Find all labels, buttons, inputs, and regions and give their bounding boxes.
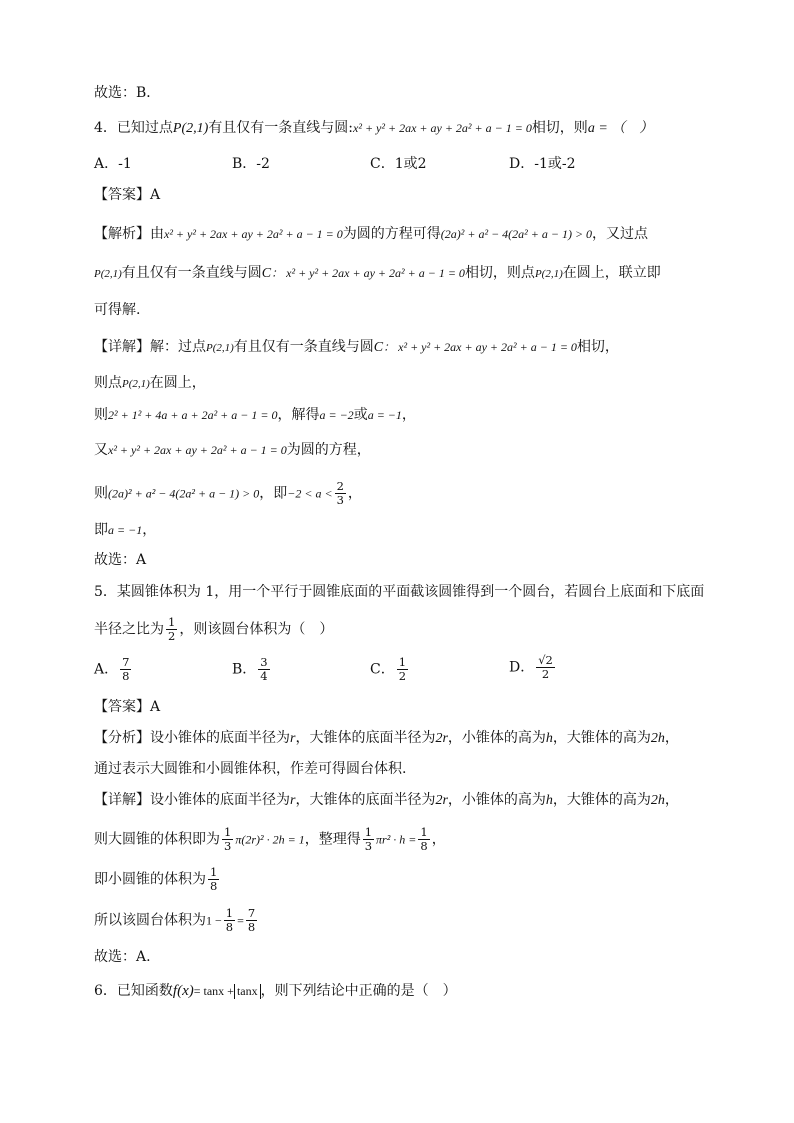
fraction-num: 7 <box>247 906 256 920</box>
circle-equation: ： x² + y² + 2ax + ay + 2a² + a − 1 = 0 <box>271 266 465 280</box>
q4-detail-line1 <box>94 337 619 358</box>
q4-stem-mid: 有且仅有一条直线与圆: <box>208 120 354 136</box>
q5-detail-line4 <box>94 907 259 934</box>
q5-analysis-line2: 通过表示大圆锥和小圆锥体积，作差可得圆台体积. <box>94 761 407 777</box>
text-run: 半径之比为 <box>94 621 164 638</box>
fraction-num: 1 <box>420 825 428 839</box>
option-label: A． <box>94 661 119 678</box>
q6-stem <box>94 981 457 1001</box>
q4-stem <box>94 118 653 139</box>
fraction-num: 2 <box>336 479 344 493</box>
text-run: 则点 <box>94 375 122 391</box>
text-run: ，整理得 <box>304 831 361 848</box>
q4-point: P(2,1) <box>172 121 209 136</box>
circle-equation: x² + y² + 2ax + ay + 2a² + a − 1 = 0 <box>164 227 343 241</box>
fraction-den: 3 <box>336 493 344 507</box>
text-run: ，大锥体的底面半径为 <box>295 792 436 808</box>
fraction-den: 8 <box>225 920 234 934</box>
fraction-den: 2 <box>168 629 176 643</box>
fraction-num: 1 <box>398 655 407 669</box>
option-fraction <box>120 656 131 683</box>
option-label: C． <box>370 661 395 678</box>
one-minus: 1 − <box>206 913 222 928</box>
q5-option-b <box>232 656 272 683</box>
q4-stem-suffix: 相切，则 <box>531 120 588 136</box>
text-run: 或 <box>353 407 368 423</box>
text-run: ，大锥体的高为 <box>552 730 651 746</box>
text-run: 由 <box>150 226 164 242</box>
text-run: ，即 <box>259 485 288 502</box>
text-run: ，又过点 <box>592 226 649 242</box>
fraction-one-half <box>166 616 177 643</box>
q4-analysis-label: 【解析】 <box>94 226 150 242</box>
text-run: ，则该圆台体积为（ ） <box>179 621 334 638</box>
fraction-one-eighth <box>224 907 235 934</box>
function-rhs: = tanx + <box>193 984 234 998</box>
q4-choice: 故选：A <box>94 552 147 568</box>
var-r: r <box>290 793 296 808</box>
fraction-den: 4 <box>260 669 268 683</box>
q4-detail-line4 <box>94 440 371 460</box>
q5-choice: 故选：A. <box>94 949 151 965</box>
fraction-seven-eighths <box>246 907 257 934</box>
q4-detail-line6 <box>94 520 156 540</box>
option-label: D． <box>509 659 535 676</box>
fraction-den: 8 <box>420 839 428 853</box>
q5-analysis-line1 <box>94 728 679 749</box>
solution-a2: a = −1 <box>367 408 402 422</box>
option-label: B． <box>232 661 257 678</box>
q4-analysis-line2 <box>94 263 661 284</box>
q4-option-c: C．1或2 <box>370 156 427 172</box>
text-run: ，小锥体的高为 <box>447 792 546 808</box>
fraction-num: 1 <box>224 825 232 839</box>
fraction-den: 8 <box>122 669 130 683</box>
q5-detail-line2 <box>94 826 446 853</box>
fraction-one-third <box>363 826 374 853</box>
q5-stem-line2 <box>94 616 333 643</box>
text-run: 解：过点 <box>150 339 206 355</box>
var-2r: 2r <box>435 731 448 746</box>
q5-stem-line1: 5．某圆锥体积为 1，用一个平行于圆锥底面的平面截该圆锥得到一个圆台，若圆台上底面和下底面 <box>94 584 705 600</box>
fraction-den: 2 <box>398 669 407 683</box>
fraction-num: 7 <box>122 655 130 669</box>
point-p: P(2,1) <box>534 268 563 280</box>
fraction-num: 1 <box>168 615 176 629</box>
fraction-den: 8 <box>210 879 218 893</box>
text-run: 有且仅有一条直线与圆 <box>121 265 262 281</box>
q5-answer: 【答案】A <box>94 699 161 715</box>
circle-c: C <box>373 340 384 355</box>
text-run: 有且仅有一条直线与圆 <box>233 339 374 355</box>
text-run: 设小锥体的底面半径为 <box>150 730 290 746</box>
final-a: a = −1 <box>108 523 143 537</box>
detail-label: 【详解】 <box>94 792 150 808</box>
range-inequality: −2 < a < <box>287 486 333 501</box>
point-p: P(2,1) <box>206 342 234 354</box>
circle-equation: x² + y² + 2ax + ay + 2a² + a − 1 = 0 <box>108 443 287 457</box>
substitution-equation: 2² + 1² + 4a + a + 2a² + a − 1 = 0 <box>108 408 278 422</box>
text-run: 为圆的方程可得 <box>342 226 441 242</box>
fraction-num: 1 <box>210 865 218 879</box>
text-run: 又 <box>94 442 108 458</box>
text-run: 所以该圆台体积为 <box>94 912 206 929</box>
fraction-den: 3 <box>364 839 373 853</box>
fraction-den: 2 <box>541 667 550 681</box>
fraction-num: 3 <box>260 655 268 669</box>
var-2h: 2h <box>650 731 665 746</box>
var-h: h <box>545 793 553 808</box>
q4-detail-line5 <box>94 480 362 507</box>
text-run: ， <box>142 522 157 538</box>
text-run: ， <box>347 485 362 502</box>
q4-stem-prefix: 4．已知过点 <box>94 120 173 136</box>
point-p: P(2,1) <box>122 378 150 390</box>
option-fraction <box>397 656 408 683</box>
fraction-num: √2 <box>538 653 553 667</box>
q4-detail-line3 <box>94 405 416 425</box>
fraction-num: 1 <box>225 906 234 920</box>
text-run: 在圆上， <box>149 375 206 391</box>
text-run: 即小圆锥的体积为 <box>94 871 206 888</box>
q4-option-d: D．-1或-2 <box>509 156 576 172</box>
var-2r: 2r <box>435 793 448 808</box>
text-run: 则大圆锥的体积即为 <box>94 831 220 848</box>
text-run: 相切，则点 <box>464 265 535 281</box>
q4-circle-eq: x² + y² + 2ax + ay + 2a² + a − 1 = 0 <box>353 121 532 135</box>
text-run: ， <box>664 792 679 808</box>
circle-equation: ： x² + y² + 2ax + ay + 2a² + a − 1 = 0 <box>383 340 577 354</box>
fraction-den: 8 <box>247 920 256 934</box>
function-fx: f(x) <box>172 983 194 999</box>
text-run: ，大锥体的底面半径为 <box>295 730 436 746</box>
var-2h: 2h <box>650 793 665 808</box>
discriminant-inequality: (2a)² + a² − 4(2a² + a − 1) > 0 <box>440 227 593 241</box>
q5-option-d <box>509 654 557 681</box>
choice-b-line: 故选：B． <box>94 85 161 101</box>
big-cone-volume: π(2r)² · 2h = 1 <box>235 832 305 847</box>
detail-label: 【详解】 <box>94 339 150 355</box>
discriminant-inequality: (2a)² + a² − 4(2a² + a − 1) > 0 <box>108 486 260 501</box>
text-run: ， <box>431 831 446 848</box>
option-fraction <box>258 656 269 683</box>
small-cone-expr: πr² · h = <box>376 832 417 847</box>
fraction-two-thirds <box>335 480 346 507</box>
equals-sign: = <box>237 913 244 928</box>
analysis-label: 【分析】 <box>94 730 150 746</box>
var-r: r <box>290 731 296 746</box>
point-p: P(2,1) <box>94 268 122 280</box>
q4-detail-line2 <box>94 373 206 394</box>
text-run: ， <box>401 407 416 423</box>
text-run: 在圆上，联立即 <box>562 265 661 281</box>
q4-option-a: A．-1 <box>94 156 132 172</box>
q4-analysis-line1 <box>94 224 648 244</box>
var-h: h <box>545 731 553 746</box>
option-fraction <box>536 654 555 681</box>
text-run: 6．已知函数 <box>94 983 173 999</box>
text-run: 相切， <box>576 339 619 355</box>
text-run: 即 <box>94 522 108 538</box>
text-run: 设小锥体的底面半径为 <box>150 792 290 808</box>
text-run: ，大锥体的高为 <box>552 792 651 808</box>
circle-c: C <box>261 266 272 281</box>
fraction-num: 1 <box>364 825 373 839</box>
text-run: ， <box>664 730 679 746</box>
q5-option-c <box>370 656 410 683</box>
fraction-one-eighth <box>418 826 429 853</box>
fraction-one-eighth <box>208 866 219 893</box>
q4-analysis-line3: 可得解. <box>94 302 141 318</box>
q4-option-b: B．-2 <box>232 156 270 172</box>
fraction-one-third <box>222 826 233 853</box>
q5-detail-line3 <box>94 866 221 893</box>
text-run: ，则下列结论中正确的是（ ） <box>260 983 457 999</box>
text-run: ，小锥体的高为 <box>447 730 546 746</box>
text-run: 为圆的方程， <box>286 442 371 458</box>
q5-detail-line1 <box>94 790 679 811</box>
text-run: 则 <box>94 407 108 423</box>
q4-answer: 【答案】A <box>94 187 161 203</box>
q5-option-a <box>94 656 133 683</box>
abs-tanx: tanx <box>234 984 261 999</box>
fraction-den: 3 <box>224 839 232 853</box>
text-run: ，解得 <box>277 407 320 423</box>
solution-a1: a = −2 <box>319 408 354 422</box>
q4-ask: a = （ ） <box>587 121 654 136</box>
text-run: 则 <box>94 485 108 502</box>
